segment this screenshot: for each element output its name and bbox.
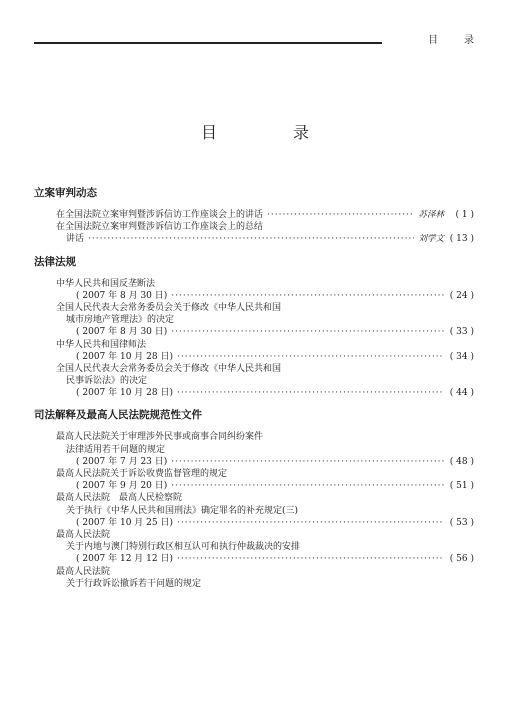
toc-entry[interactable] xyxy=(34,209,474,221)
toc-entry-page: ( 53 ) xyxy=(449,517,474,528)
toc-entry-page: ( 13 ) xyxy=(449,234,474,245)
toc-entry[interactable] xyxy=(34,363,474,375)
toc-entry[interactable] xyxy=(34,339,474,351)
toc-entry[interactable] xyxy=(34,314,474,326)
toc-entry[interactable] xyxy=(34,278,474,290)
toc-entry[interactable] xyxy=(34,221,474,233)
running-head-char-1: 目 xyxy=(428,35,438,46)
toc-entry-author: 刘学文 xyxy=(418,234,444,245)
toc-entry-title: 关于行政诉讼撤诉若干问题的规定 xyxy=(66,578,202,589)
header-rule xyxy=(34,42,382,44)
toc-entry-date-text: ( 2007 年 10 月 28 日) xyxy=(76,388,173,399)
section-heading: 司法解释及最高人民法院规范性文件 xyxy=(34,409,202,422)
toc-entry-date-text: ( 2007 年 7 月 23 日) xyxy=(76,456,168,467)
dot-leader xyxy=(88,233,414,245)
toc-entry[interactable] xyxy=(34,468,474,480)
dot-leader xyxy=(171,480,444,492)
toc-entry[interactable] xyxy=(34,492,474,504)
toc-entry[interactable] xyxy=(34,444,474,456)
toc-entry-date[interactable] xyxy=(34,326,474,338)
toc-entry[interactable] xyxy=(34,529,474,541)
toc-entry-title: 关于内地与澳门特别行政区相互认可和执行仲裁裁决的安排 xyxy=(66,542,301,553)
dot-leader xyxy=(177,387,444,399)
toc-entry-title: 最高人民法院关于审理涉外民事或商事合同纠纷案件 xyxy=(56,432,264,443)
toc-entry-title: 讲话 xyxy=(66,234,85,245)
toc-entry-title: 中华人民共和国律师法 xyxy=(56,339,147,350)
toc-entry-date[interactable] xyxy=(34,456,474,468)
toc-entry-page: ( 51 ) xyxy=(449,481,474,492)
toc-entry[interactable] xyxy=(34,505,474,517)
toc-entry[interactable] xyxy=(34,375,474,387)
toc-entry-page: ( 33 ) xyxy=(449,327,474,338)
toc-entry-title: 在全国法院立案审判暨涉诉信访工作座谈会上的总结 xyxy=(56,222,264,233)
dot-leader xyxy=(171,456,444,468)
toc-entry[interactable] xyxy=(34,566,474,578)
table-of-contents xyxy=(34,186,474,590)
toc-entry-date[interactable] xyxy=(34,480,474,492)
toc-entry-title: 民事诉讼法》的决定 xyxy=(66,376,148,387)
toc-entry-page: ( 44 ) xyxy=(449,388,474,399)
toc-entry[interactable] xyxy=(34,431,474,443)
toc-entry-date-text: ( 2007 年 8 月 30 日) xyxy=(76,327,168,338)
dot-leader xyxy=(177,517,444,529)
dot-leader xyxy=(171,290,444,302)
toc-entry-title: 城市房地产管理法》的决定 xyxy=(66,315,175,326)
toc-entry[interactable] xyxy=(34,578,474,590)
dot-leader xyxy=(177,351,444,363)
toc-entry-page: ( 56 ) xyxy=(449,554,474,565)
toc-entry-title: 在全国法院立案审判暨涉诉信访工作座谈会上的讲话 xyxy=(56,210,264,220)
toc-entry-page: ( 24 ) xyxy=(449,290,474,301)
toc-entry-title: 中华人民共和国反垄断法 xyxy=(56,278,156,289)
page-title: 目 录 xyxy=(200,123,339,142)
toc-entry-title: 最高人民法院 最高人民检察院 xyxy=(56,493,183,504)
toc-entry-author: 苏泽林 xyxy=(418,210,444,220)
toc-entry-date[interactable] xyxy=(34,351,474,363)
running-head xyxy=(428,31,474,46)
toc-entry-page: ( 34 ) xyxy=(449,351,474,362)
dot-leader xyxy=(177,553,444,565)
toc-entry[interactable] xyxy=(34,302,474,314)
dot-leader xyxy=(171,326,444,338)
dot-leader xyxy=(267,209,414,221)
toc-entry-date-text: ( 2007 年 10 月 25 日) xyxy=(76,517,173,528)
toc-entry-title: 法律适用若干问题的规定 xyxy=(66,444,166,455)
toc-entry-date-text: ( 2007 年 8 月 30 日) xyxy=(76,290,168,301)
running-head-char-2: 录 xyxy=(464,35,474,46)
toc-entry-page: ( 48 ) xyxy=(449,456,474,467)
toc-entry[interactable] xyxy=(34,541,474,553)
toc-entry-title: 最高人民法院 xyxy=(56,566,111,577)
toc-entry-date-text: ( 2007 年 10 月 28 日) xyxy=(76,351,173,362)
toc-entry-date[interactable] xyxy=(34,517,474,529)
section-heading: 立案审判动态 xyxy=(34,187,97,199)
toc-entry-title: 全国人民代表大会常务委员会关于修改《中华人民共和国 xyxy=(56,363,282,374)
toc-entry-title: 关于执行《中华人民共和国刑法》确定罪名的补充规定(三) xyxy=(66,505,299,516)
toc-entry-date[interactable] xyxy=(34,553,474,565)
toc-entry-title: 最高人民法院 xyxy=(56,529,111,540)
toc-entry-date[interactable] xyxy=(34,290,474,302)
toc-entry-title: 最高人民法院关于诉讼收费监督管理的规定 xyxy=(56,469,228,479)
toc-entry-date-text: ( 2007 年 9 月 20 日) xyxy=(76,481,168,492)
toc-entry-title: 全国人民代表大会常务委员会关于修改《中华人民共和国 xyxy=(56,302,282,313)
toc-entry-date[interactable] xyxy=(34,387,474,399)
toc-entry[interactable] xyxy=(34,233,474,245)
toc-entry-page: ( 1 ) xyxy=(455,210,474,220)
toc-entry-date-text: ( 2007 年 12 月 12 日) xyxy=(76,554,173,565)
section-heading: 法律法规 xyxy=(34,255,76,268)
